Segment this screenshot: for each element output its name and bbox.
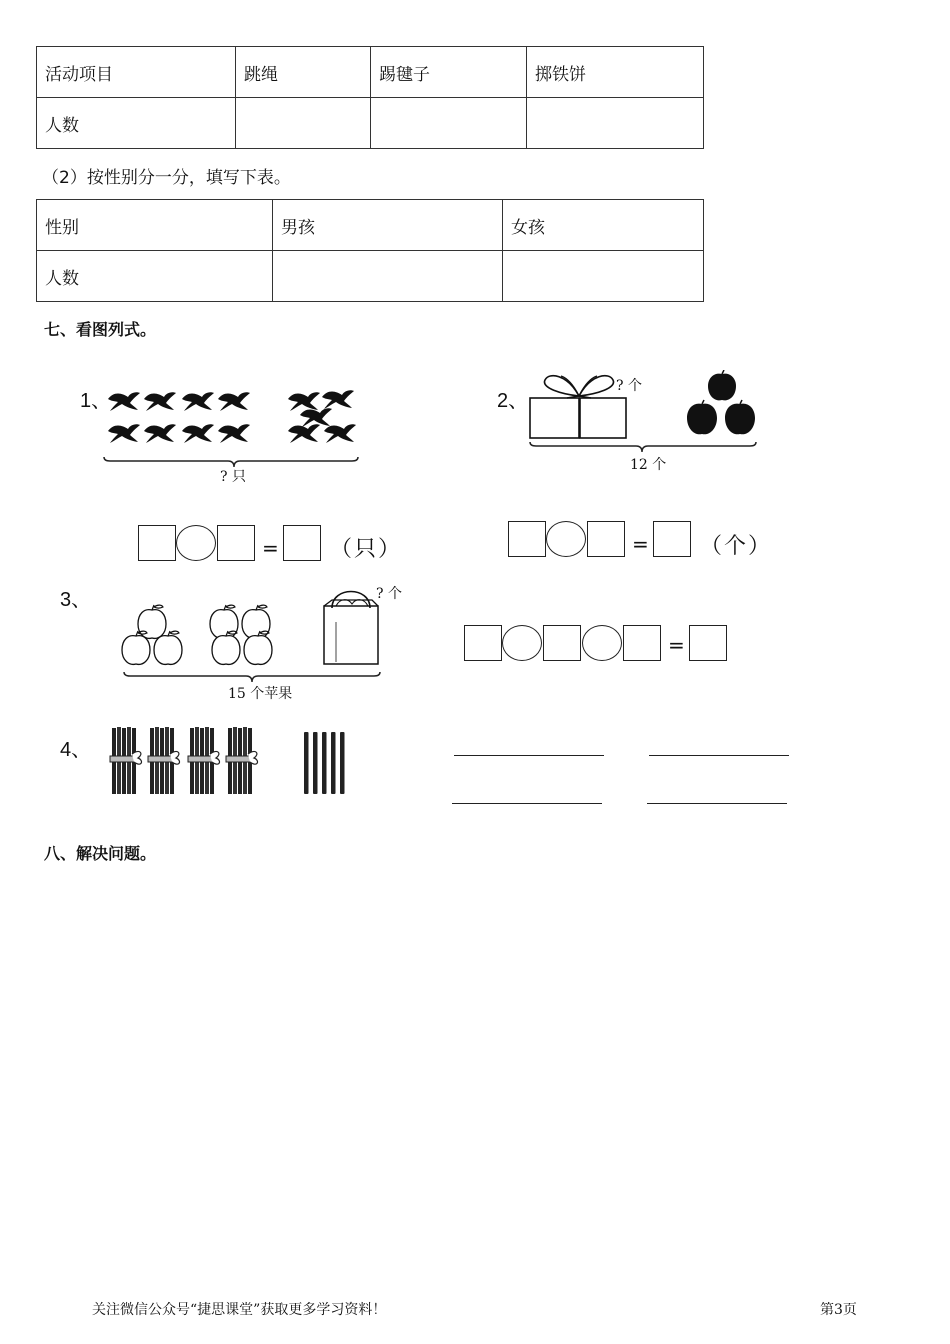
bag-illustration [318, 582, 384, 668]
answer-cell[interactable] [371, 98, 527, 149]
section-title: 七、看图列式。 [44, 320, 157, 339]
row-label: 人数 [37, 251, 273, 302]
answer-box[interactable] [283, 525, 321, 561]
brace-caption: ? 只 [220, 469, 246, 485]
answer-box[interactable] [689, 625, 727, 661]
answer-box[interactable] [623, 625, 661, 661]
brace [528, 440, 760, 454]
unit-label: （个） [700, 534, 773, 559]
equals-sign: = [668, 633, 685, 657]
answer-cell[interactable] [236, 98, 371, 149]
answer-box[interactable] [508, 521, 546, 557]
answer-line[interactable] [647, 803, 787, 804]
bird-group-right [288, 390, 356, 443]
answer-cell[interactable] [527, 98, 704, 149]
table-row [37, 251, 704, 302]
brace-caption: 15 个苹果 [228, 686, 293, 702]
apples-outline-illustration [116, 600, 278, 670]
table-header-cell: 男孩 [273, 200, 503, 251]
answer-box[interactable] [464, 625, 502, 661]
stick-bundles-illustration [106, 724, 358, 798]
answer-box[interactable] [217, 525, 255, 561]
bird-group-left [108, 392, 250, 443]
page-number: 第3页 [820, 1302, 857, 1318]
answer-box[interactable] [653, 521, 691, 557]
section-title: 八、解决问题。 [44, 844, 157, 863]
apples-illustration [684, 370, 760, 442]
answer-line[interactable] [454, 755, 604, 756]
answer-box[interactable] [543, 625, 581, 661]
answer-line[interactable] [649, 755, 789, 756]
table-header-cell: 女孩 [503, 200, 704, 251]
instruction-text: （2）按性别分一分，填写下表。 [42, 168, 291, 188]
table-row [37, 47, 704, 98]
answer-line[interactable] [452, 803, 602, 804]
question-number: 3、 [60, 589, 92, 611]
brace-caption: 12 个 [630, 457, 667, 473]
operator-circle[interactable] [546, 521, 586, 557]
equals-sign: = [632, 532, 649, 556]
answer-cell[interactable] [503, 251, 704, 302]
table-header-cell: 性别 [37, 200, 273, 251]
table-row [37, 98, 704, 149]
brace [122, 670, 384, 684]
equals-sign: = [262, 536, 279, 560]
unit-label: （只） [330, 537, 403, 562]
gender-table [36, 199, 704, 302]
answer-box[interactable] [138, 525, 176, 561]
question-number: 1、 [80, 390, 112, 412]
row-label: 人数 [37, 98, 236, 149]
answer-box[interactable] [587, 521, 625, 557]
table-header-cell: 跳绳 [236, 47, 371, 98]
operator-circle[interactable] [502, 625, 542, 661]
question-number: 4、 [60, 739, 92, 761]
table-row [37, 200, 704, 251]
question-label: ? 个 [616, 378, 642, 394]
activity-table [36, 46, 704, 149]
operator-circle[interactable] [176, 525, 216, 561]
answer-cell[interactable] [273, 251, 503, 302]
question-number: 2、 [497, 390, 529, 412]
table-header-cell: 掷铁饼 [527, 47, 704, 98]
table-header-cell: 踢毽子 [371, 47, 527, 98]
table-header-cell: 活动项目 [37, 47, 236, 98]
operator-circle[interactable] [582, 625, 622, 661]
footer-note: 关注微信公众号“捷思课堂”获取更多学习资料！ [92, 1302, 387, 1318]
question-label: ? 个 [376, 586, 402, 602]
